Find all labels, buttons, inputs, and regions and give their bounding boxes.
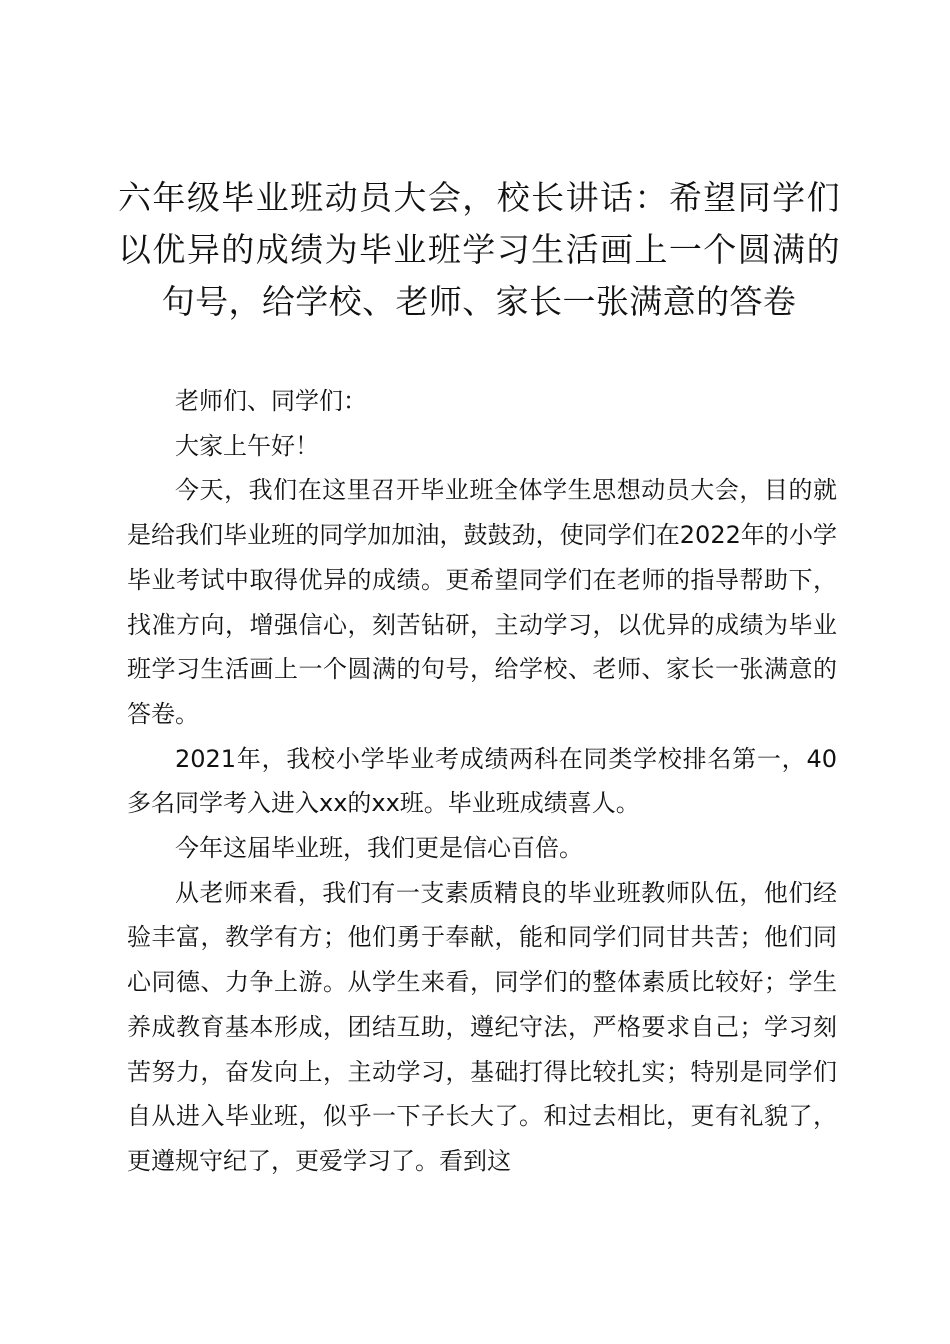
- greeting: 大家上午好！: [175, 431, 319, 460]
- body-paragraph: 2021年，我校小学毕业考成绩两科在同类学校排名第一，40多名同学考入进入xx的xx班。毕业班成绩喜人。: [127, 744, 837, 818]
- body-paragraph: 今年这届毕业班，我们更是信心百倍。: [175, 834, 583, 863]
- salutation: 老师们、同学们：: [175, 387, 367, 415]
- body-paragraph: 今天，我们在这里召开毕业班全体学生思想动员大会，目的就是给我们毕业班的同学加加油，鼓鼓劲，使同学们在2022年的小学毕业考试中取得优异的成绩。更希望同学们在老师的指导帮助下，找准方向，增强信心，刻苦钻研，主动学习，以优异的成绩为毕业班学习生活画上一个圆满的句号，给学校、老师、家长一张满意的答卷。: [127, 476, 837, 728]
- document-title: 六年级毕业班动员大会，校长讲话：希望同学们以优异的成绩为毕业班学习生活画上一个圆满的句号，给学校、老师、家长一张满意的答卷: [118, 178, 840, 321]
- document-body: [127, 379, 837, 1184]
- body-paragraph: 从老师来看，我们有一支素质精良的毕业班教师队伍，他们经验丰富，教学有方；他们勇于奉献，能和同学们同甘共苦；他们同心同德、力争上游。从学生来看，同学们的整体素质比较好；学生养成教育基本形成，团结互助，遵纪守法，严格要求自己；学习刻苦努力，奋发向上，主动学习，基础打得比较扎实；特别是同学们自从进入毕业班，似乎一下子长大了。和过去相比，更有礼貌了，更遵规守纪了，更爱学习了。看到这: [127, 878, 837, 1175]
